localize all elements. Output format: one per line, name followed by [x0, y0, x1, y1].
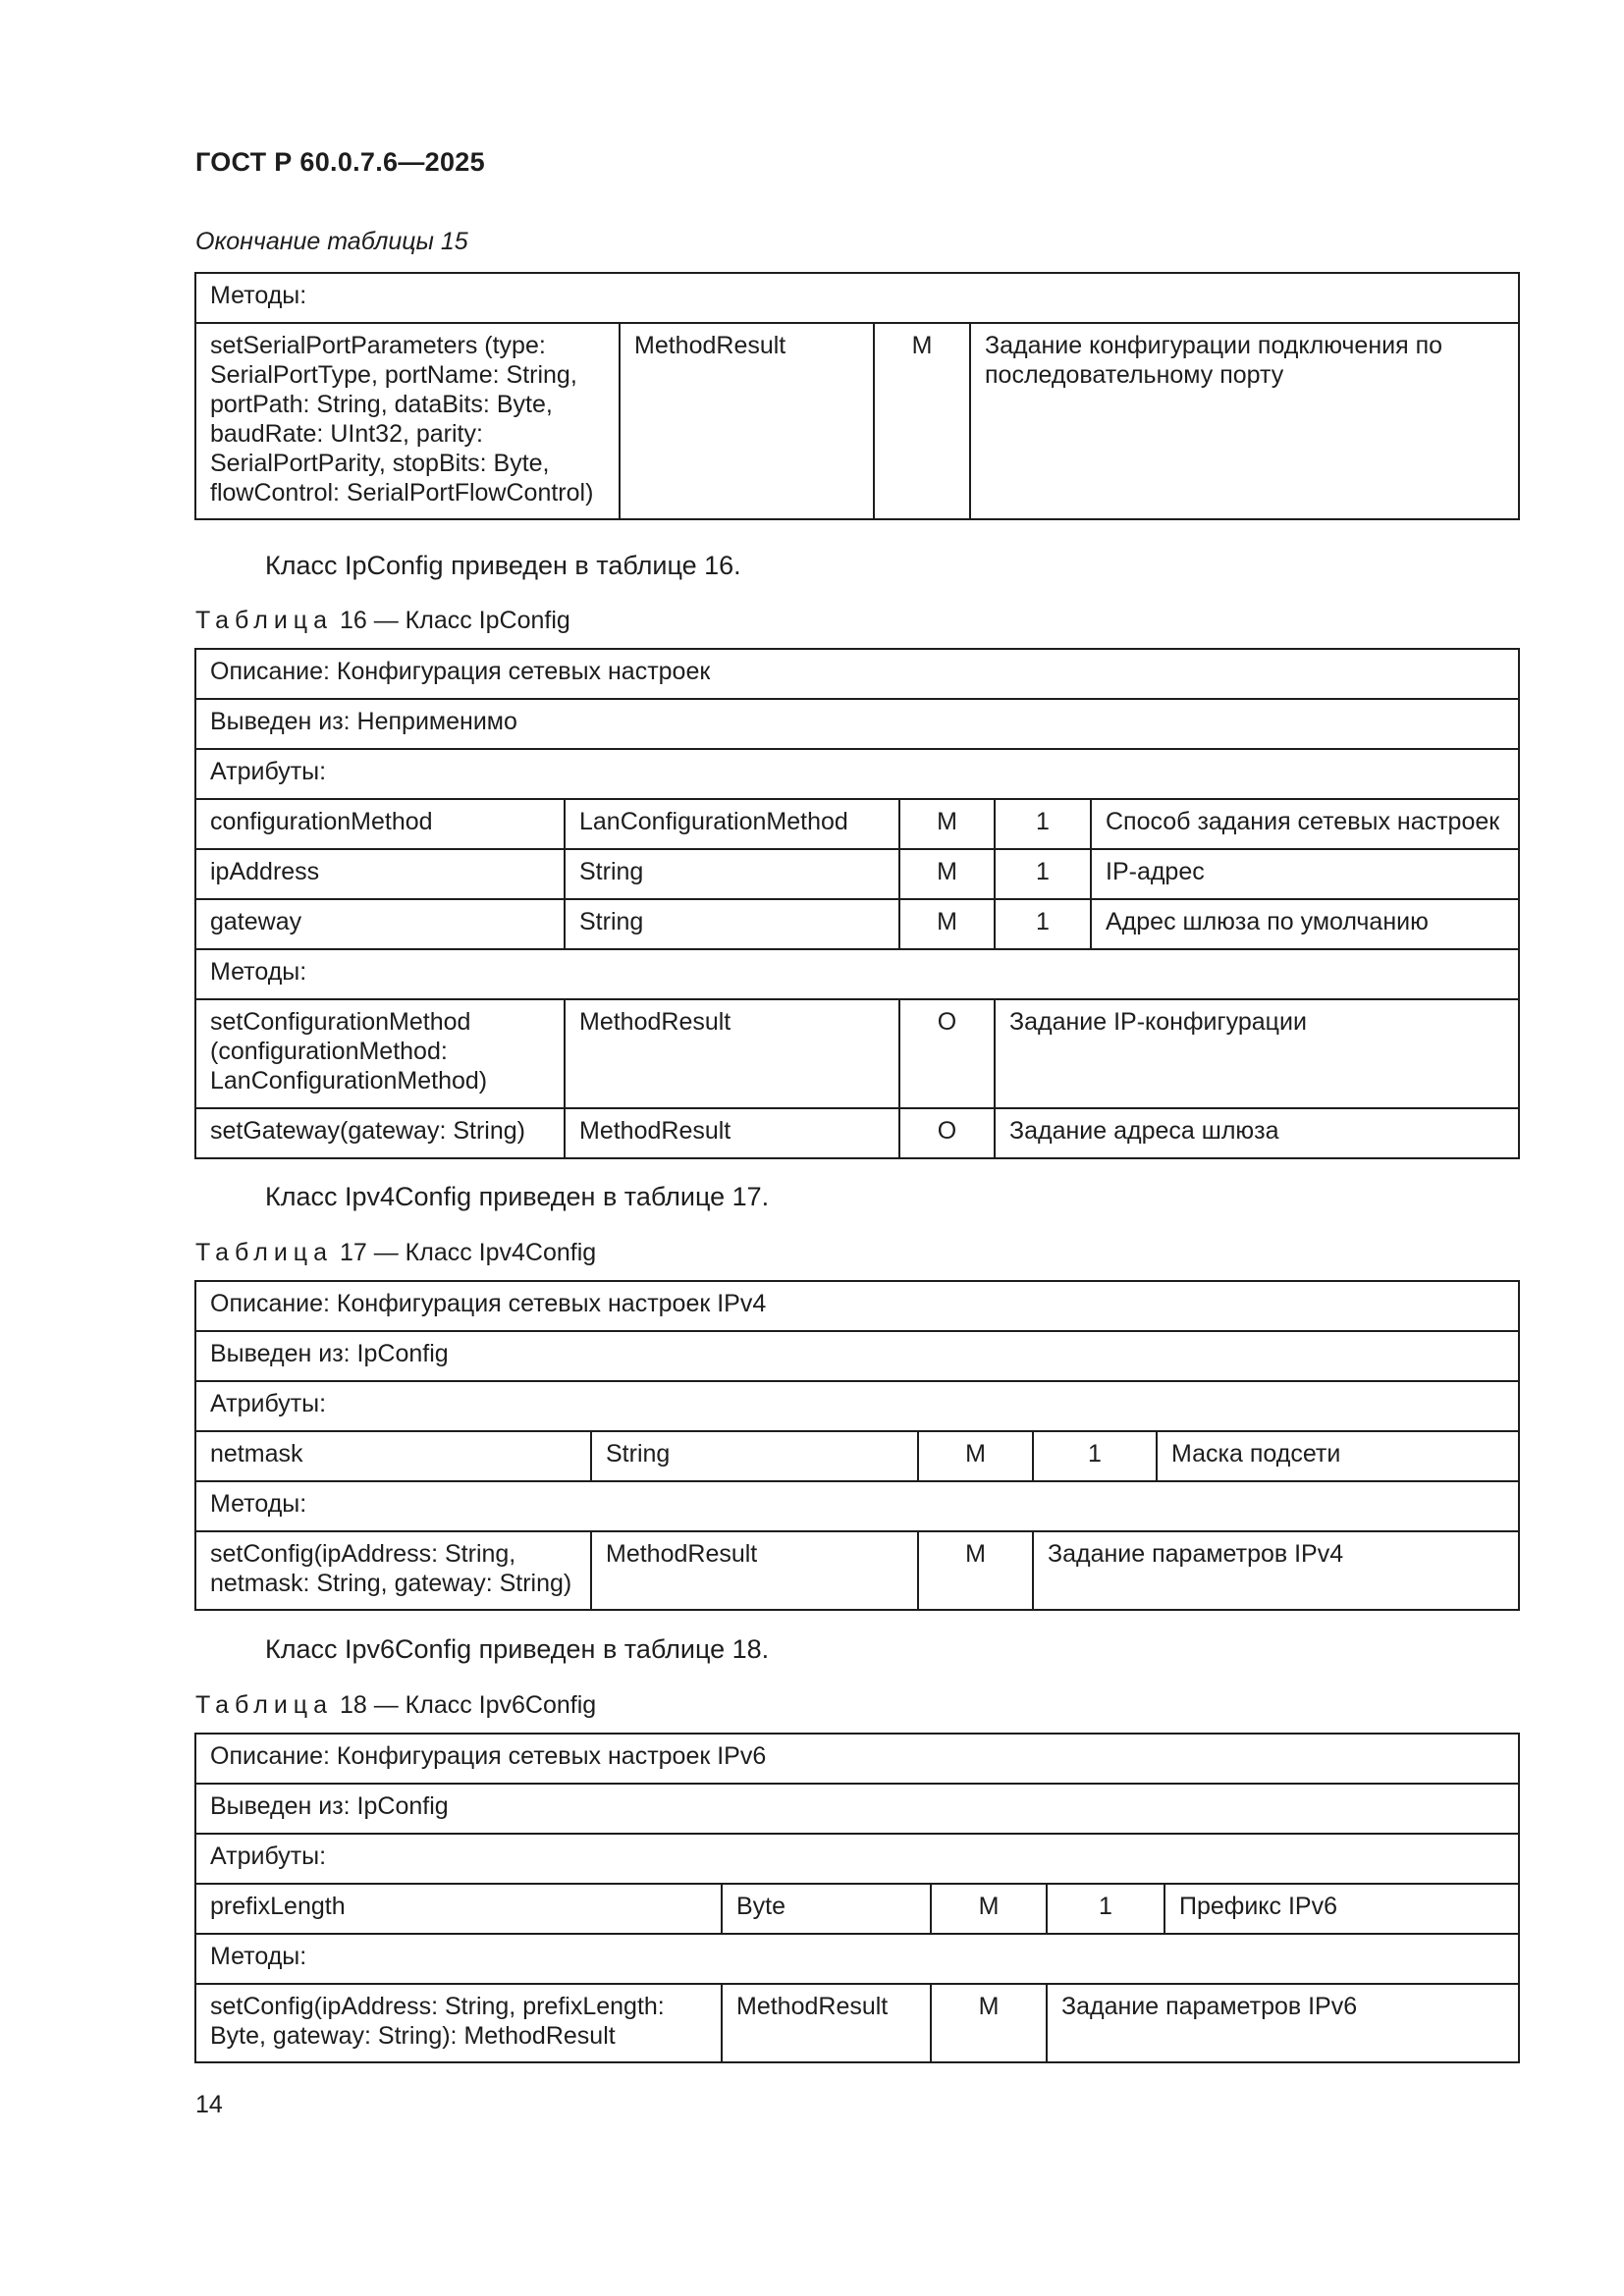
page-number: 14 [195, 2091, 223, 2118]
table-15 [194, 272, 1520, 520]
method-description: Задание параметров IPv6 [1047, 1984, 1519, 2062]
table-row [195, 899, 1519, 949]
table-18-description-row [195, 1734, 1519, 1784]
attribute-type: String [565, 899, 899, 949]
methods-label: Методы: [195, 1481, 1519, 1531]
method-name: setSerialPortParameters (type: SerialPortType, portName: String, portPath: String, dataBits: Byte, baudRate: UInt32, parity: SerialPortParity, stopBits: Byte, flowControl: SerialPortFlowControl) [195, 323, 620, 519]
attribute-name: netmask [195, 1431, 591, 1481]
attribute-multiplicity: 1 [995, 799, 1091, 849]
attribute-type: Byte [722, 1884, 931, 1934]
attribute-description: Способ задания сетевых настроек [1091, 799, 1519, 849]
method-description: Задание параметров IPv4 [1033, 1531, 1519, 1610]
caption-table-17 [195, 1239, 596, 1267]
attributes-label: Атрибуты: [195, 1834, 1519, 1884]
attribute-multiplicity: 1 [1033, 1431, 1157, 1481]
attribute-requirement: М [899, 849, 995, 899]
method-type: MethodResult [591, 1531, 918, 1610]
methods-label: Методы: [195, 949, 1519, 999]
method-name: setConfig(ipAddress: String, prefixLength: Byte, gateway: String): MethodResult [195, 1984, 722, 2062]
attribute-description: Адрес шлюза по умолчанию [1091, 899, 1519, 949]
table-row [195, 1108, 1519, 1158]
intro-table-16: Класс IpConfig приведен в таблице 16. [265, 551, 741, 580]
table-17-methods-label-row [195, 1481, 1519, 1531]
table-row [195, 1984, 1519, 2062]
method-description: Задание конфигурации подключения по последовательному порту [970, 323, 1519, 519]
class-description: Описание: Конфигурация сетевых настроек IPv6 [195, 1734, 1519, 1784]
table-row [195, 999, 1519, 1108]
caption-rest: 17 — Класс Ipv4Config [339, 1239, 597, 1266]
table-17-attributes-label-row [195, 1381, 1519, 1431]
table-15-methods-label-row [195, 273, 1519, 323]
table-18 [194, 1733, 1520, 2063]
method-requirement: О [899, 999, 995, 1108]
caption-rest: 16 — Класс IpConfig [339, 607, 570, 634]
table-17-description-row [195, 1281, 1519, 1331]
attribute-description: Маска подсети [1157, 1431, 1519, 1481]
intro-table-17: Класс Ipv4Config приведен в таблице 17. [265, 1182, 770, 1211]
attribute-requirement: М [899, 899, 995, 949]
table-17-derived-row [195, 1331, 1519, 1381]
method-name: setConfig(ipAddress: String, netmask: String, gateway: String) [195, 1531, 591, 1610]
class-derived-from: Выведен из: IpConfig [195, 1784, 1519, 1834]
attribute-multiplicity: 1 [995, 849, 1091, 899]
attribute-type: String [591, 1431, 918, 1481]
table-16-attributes-label-row [195, 749, 1519, 799]
class-description: Описание: Конфигурация сетевых настроек [195, 649, 1519, 699]
class-derived-from: Выведен из: IpConfig [195, 1331, 1519, 1381]
caption-word: Таблица [195, 607, 334, 634]
method-type: MethodResult [565, 999, 899, 1108]
table-row [195, 1531, 1519, 1610]
table-16 [194, 648, 1520, 1159]
caption-table-18 [195, 1691, 596, 1720]
attributes-label: Атрибуты: [195, 1381, 1519, 1431]
method-requirement: М [918, 1531, 1033, 1610]
caption-table-16 [195, 607, 570, 635]
method-description: Задание IP-конфигурации [995, 999, 1519, 1108]
table-row [195, 323, 1519, 519]
table-row [195, 849, 1519, 899]
attribute-requirement: М [931, 1884, 1047, 1934]
table-17 [194, 1280, 1520, 1611]
caption-rest: 18 — Класс Ipv6Config [339, 1691, 597, 1719]
table-row [195, 799, 1519, 849]
attribute-type: LanConfigurationMethod [565, 799, 899, 849]
method-type: MethodResult [565, 1108, 899, 1158]
caption-word: Таблица [195, 1691, 334, 1719]
attribute-type: String [565, 849, 899, 899]
table-16-methods-label-row [195, 949, 1519, 999]
table-18-methods-label-row [195, 1934, 1519, 1984]
method-type: MethodResult [722, 1984, 931, 2062]
attribute-name: gateway [195, 899, 565, 949]
attribute-requirement: М [899, 799, 995, 849]
attribute-multiplicity: 1 [995, 899, 1091, 949]
continuation-caption: Окончание таблицы 15 [195, 228, 468, 255]
class-derived-from: Выведен из: Неприменимо [195, 699, 1519, 749]
method-requirement: М [874, 323, 970, 519]
caption-word: Таблица [195, 1239, 334, 1266]
methods-label: Методы: [195, 1934, 1519, 1984]
method-requirement: О [899, 1108, 995, 1158]
method-name: setConfigurationMethod (configurationMethod: LanConfigurationMethod) [195, 999, 565, 1108]
attribute-name: prefixLength [195, 1884, 722, 1934]
attributes-label: Атрибуты: [195, 749, 1519, 799]
page-header: ГОСТ Р 60.0.7.6—2025 [195, 147, 485, 177]
attribute-description: Префикс IPv6 [1164, 1884, 1519, 1934]
method-description: Задание адреса шлюза [995, 1108, 1519, 1158]
class-description: Описание: Конфигурация сетевых настроек IPv4 [195, 1281, 1519, 1331]
table-18-derived-row [195, 1784, 1519, 1834]
table-16-derived-row [195, 699, 1519, 749]
intro-table-18: Класс Ipv6Config приведен в таблице 18. [265, 1634, 770, 1664]
method-type: MethodResult [620, 323, 874, 519]
table-row [195, 1431, 1519, 1481]
table-18-attributes-label-row [195, 1834, 1519, 1884]
attribute-description: IP-адрес [1091, 849, 1519, 899]
method-requirement: М [931, 1984, 1047, 2062]
attribute-name: configurationMethod [195, 799, 565, 849]
methods-label: Методы: [195, 273, 1519, 323]
table-row [195, 1884, 1519, 1934]
method-name: setGateway(gateway: String) [195, 1108, 565, 1158]
table-16-description-row [195, 649, 1519, 699]
attribute-multiplicity: 1 [1047, 1884, 1164, 1934]
attribute-name: ipAddress [195, 849, 565, 899]
attribute-requirement: М [918, 1431, 1033, 1481]
